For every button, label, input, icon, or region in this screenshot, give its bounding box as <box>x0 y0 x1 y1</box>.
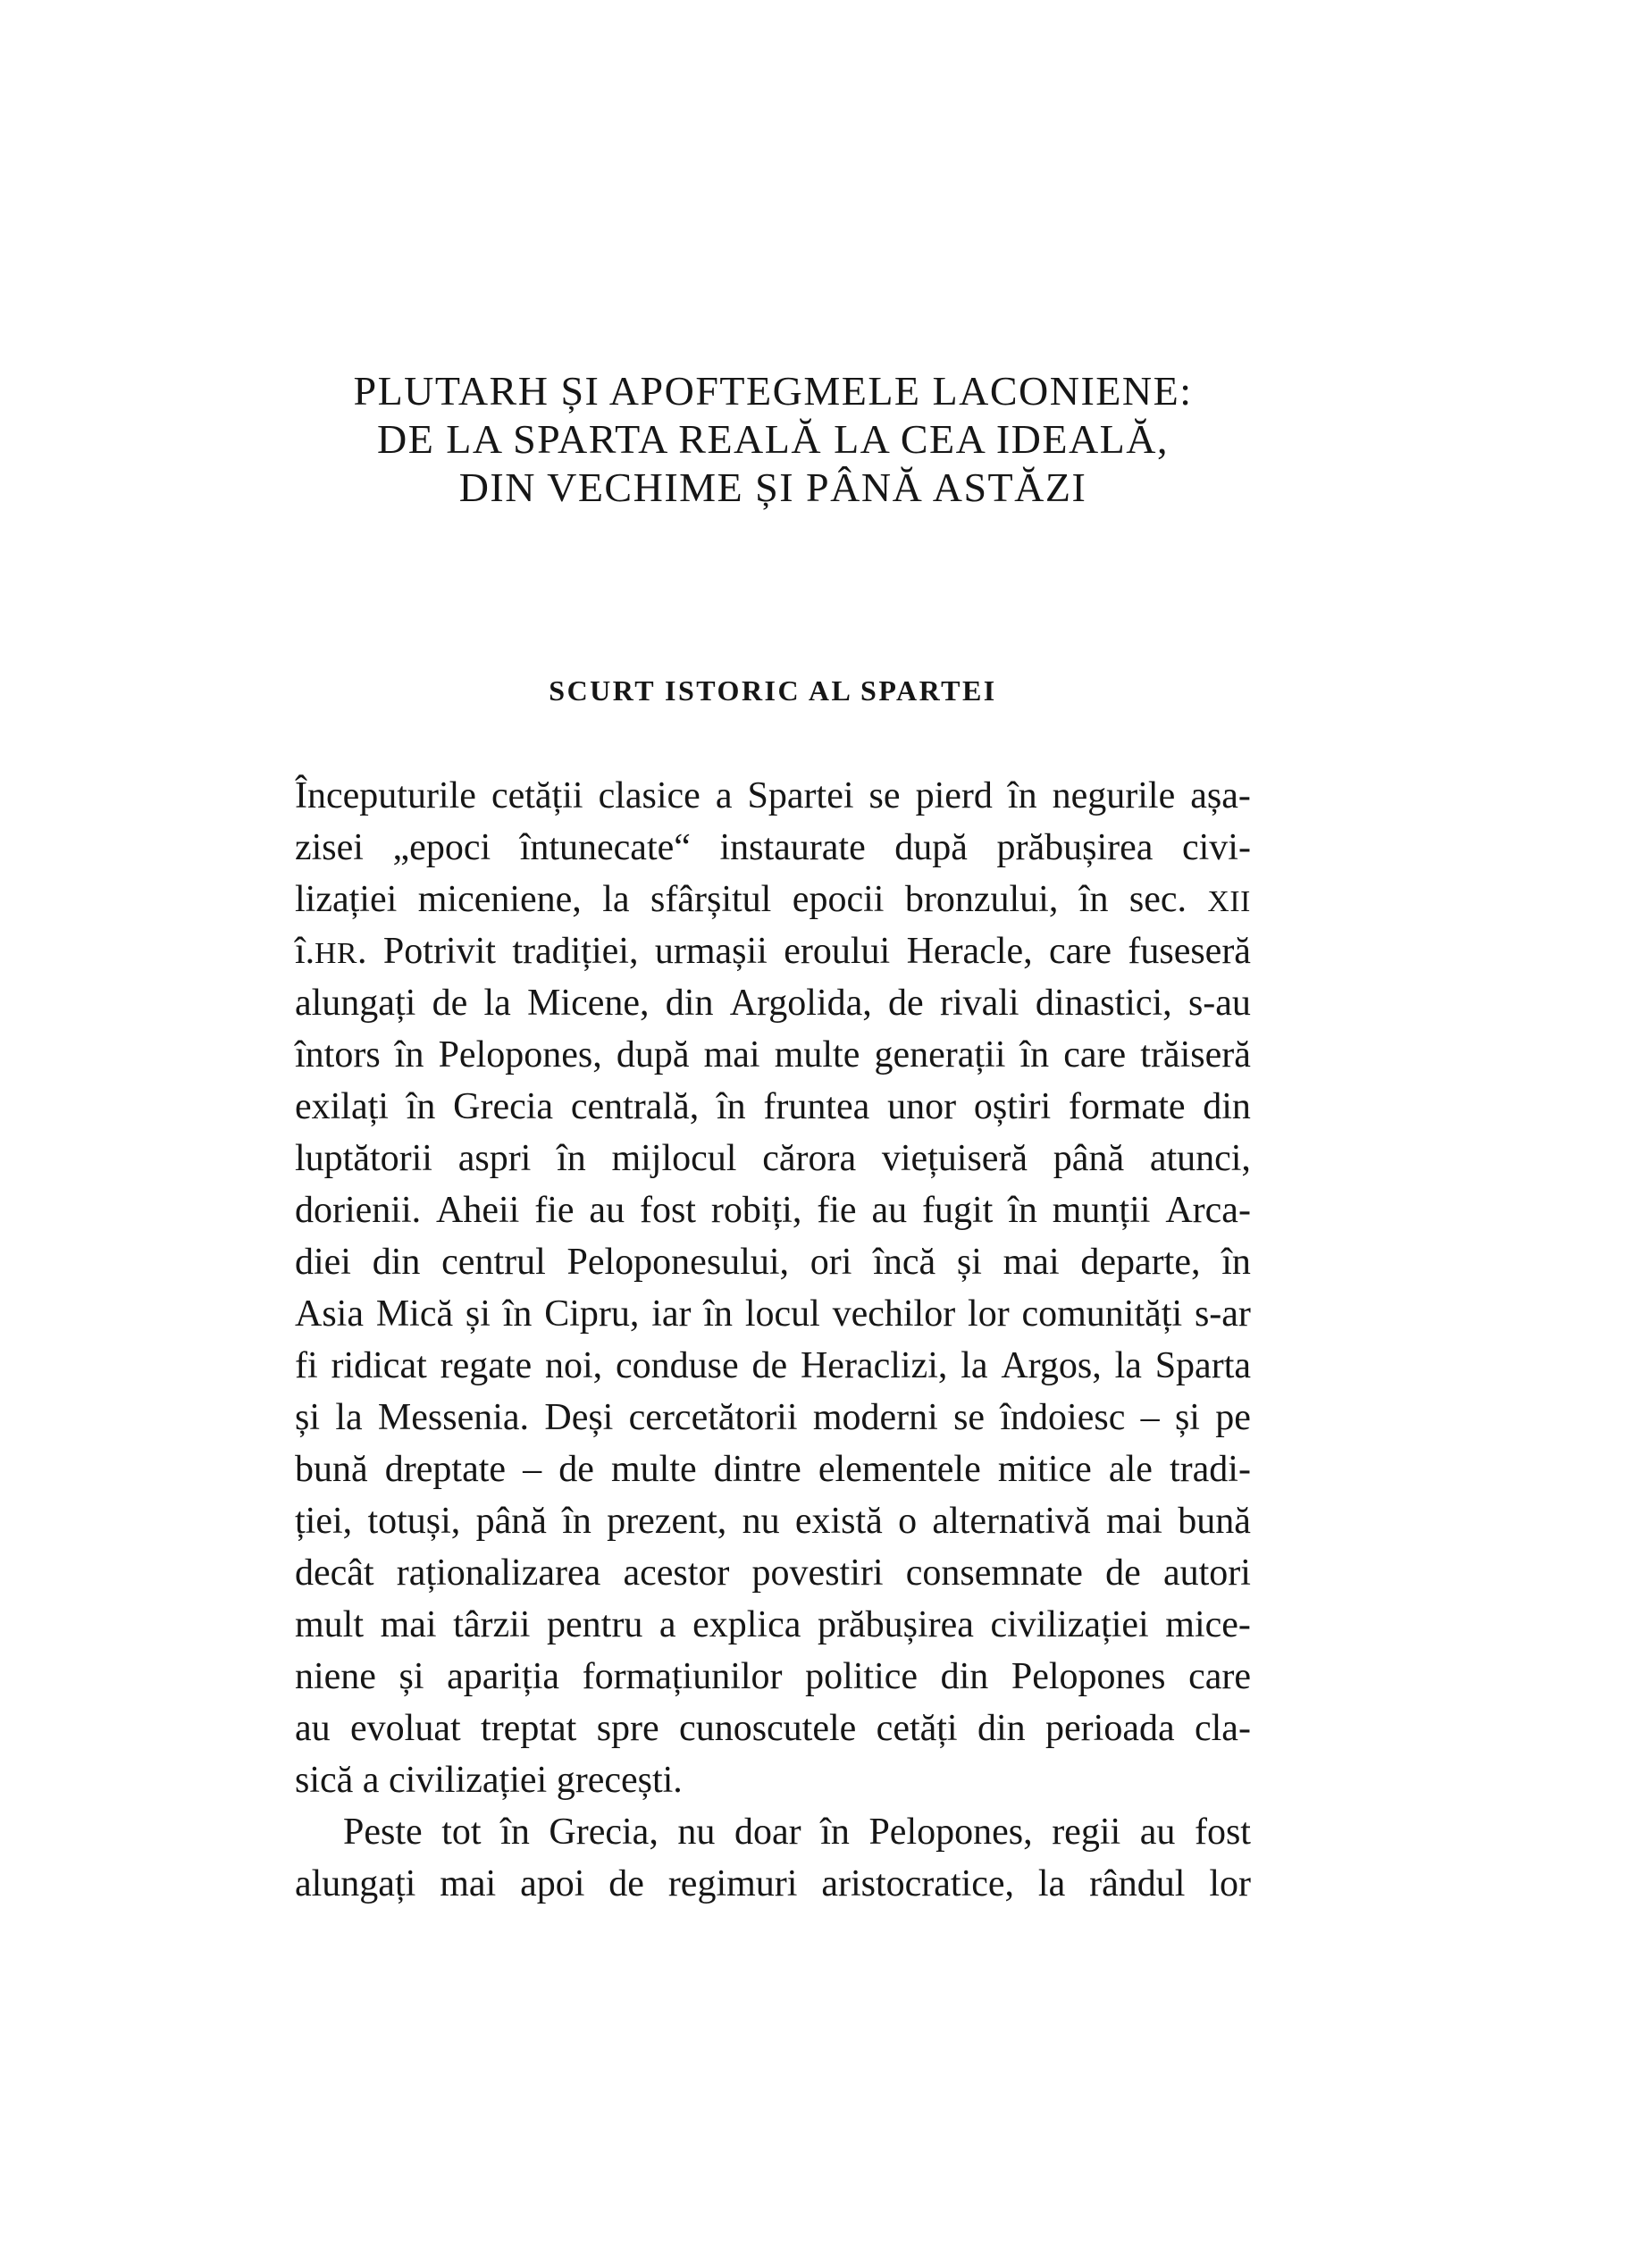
body-line <box>295 874 1251 925</box>
word: a <box>362 1760 380 1801</box>
word: Arca- <box>1165 1190 1251 1231</box>
word: la <box>961 1345 988 1386</box>
word: există <box>794 1501 883 1542</box>
word: de <box>432 983 468 1024</box>
word: Peste <box>343 1812 423 1853</box>
word: fie <box>534 1190 575 1231</box>
word: întors <box>295 1034 381 1075</box>
word: luptătorii <box>295 1138 432 1179</box>
word: ridicat <box>331 1345 427 1386</box>
word: pe <box>1215 1397 1251 1438</box>
word: sică <box>295 1760 354 1801</box>
word: mitice <box>997 1449 1092 1490</box>
body-line <box>295 1754 1251 1806</box>
word: Asia <box>295 1293 364 1335</box>
word: grecești. <box>556 1760 683 1801</box>
word: până <box>1053 1138 1125 1179</box>
word: multe <box>774 1034 860 1075</box>
word: la <box>335 1397 363 1438</box>
word: mijlocul <box>611 1138 737 1179</box>
word: iar <box>651 1293 692 1335</box>
paragraph <box>295 770 1251 1806</box>
word: politice <box>805 1656 919 1697</box>
word: Messenia. <box>377 1397 530 1438</box>
word: în <box>406 1086 436 1127</box>
word: lor <box>968 1293 1010 1335</box>
word: miceniene, <box>417 879 582 920</box>
word: raționalizarea <box>396 1552 601 1594</box>
smallcaps-text: HR <box>315 937 358 970</box>
body-line <box>295 1858 1251 1910</box>
word: mai <box>703 1034 760 1075</box>
word: prăbușirea <box>996 827 1154 868</box>
body-line <box>295 925 1251 977</box>
word: lor <box>1209 1863 1251 1904</box>
body-line <box>295 1444 1251 1495</box>
word: povestiri <box>751 1552 884 1594</box>
word: în <box>562 1501 591 1542</box>
word: se <box>953 1397 986 1438</box>
word: de <box>608 1863 644 1904</box>
body-line <box>295 822 1251 874</box>
word: tradi- <box>1169 1449 1251 1490</box>
word: în <box>820 1812 850 1853</box>
word: bună <box>295 1449 368 1490</box>
word: cetăți <box>876 1708 958 1749</box>
word: până <box>475 1501 547 1542</box>
word: prăbușirea <box>817 1604 974 1645</box>
word: î.HR. <box>295 931 367 972</box>
word: în <box>1221 1242 1251 1283</box>
word: cla- <box>1195 1708 1251 1749</box>
word: – <box>1140 1397 1160 1438</box>
body-line <box>295 1081 1251 1133</box>
word: nu <box>677 1812 716 1853</box>
body-line <box>295 1340 1251 1392</box>
body-line <box>295 1184 1251 1236</box>
body-line <box>295 1495 1251 1547</box>
word: după <box>894 827 968 868</box>
word: și <box>1174 1397 1200 1438</box>
word: cunoscutele <box>679 1708 857 1749</box>
word: Heraclizi, <box>800 1345 948 1386</box>
word: doar <box>734 1812 801 1853</box>
word: Micene, <box>527 983 650 1024</box>
word: civilizației <box>388 1760 548 1801</box>
word: din <box>940 1656 989 1697</box>
word: au <box>1139 1812 1176 1853</box>
word: aristocratice, <box>821 1863 1015 1904</box>
smallcaps-text: XII <box>1207 885 1251 918</box>
word: cetății <box>491 775 583 816</box>
word: din <box>977 1708 1026 1749</box>
word: s-au <box>1187 983 1251 1024</box>
word: departe, <box>1080 1242 1201 1283</box>
body-line <box>295 1133 1251 1184</box>
paragraph <box>295 1806 1251 1910</box>
word: decât <box>295 1552 374 1594</box>
word: Peloponesului, <box>566 1242 790 1283</box>
word: alternativă <box>932 1501 1091 1542</box>
word: în <box>1019 1034 1050 1075</box>
word: în <box>716 1086 746 1127</box>
body-line <box>295 1806 1251 1858</box>
word: centrală, <box>570 1086 700 1127</box>
word: civilizației <box>990 1604 1149 1645</box>
word: sfârșitul <box>650 879 772 920</box>
word: bronzului, <box>904 879 1059 920</box>
word: Argolida, <box>729 983 872 1024</box>
word: din <box>1203 1086 1251 1127</box>
word: ției, <box>295 1501 353 1542</box>
word: conduse <box>616 1345 739 1386</box>
word: mai <box>1003 1242 1060 1283</box>
word: trăiseră <box>1140 1034 1251 1075</box>
word: Începuturile <box>295 775 476 816</box>
word: moderni <box>812 1397 938 1438</box>
word: regii <box>1052 1812 1121 1853</box>
word: Cipru, <box>544 1293 640 1335</box>
word: așa- <box>1190 775 1251 816</box>
word: totuși, <box>367 1501 461 1542</box>
chapter-title-line: DE LA SPARTA REALĂ LA CEA IDEALĂ, <box>376 416 1169 462</box>
word: negurile <box>1052 775 1176 816</box>
word: apoi <box>520 1863 585 1904</box>
word: în <box>1007 775 1037 816</box>
chapter-title-line: DIN VECHIME ȘI PÂNĂ ASTĂZI <box>458 464 1087 510</box>
word: vechilor <box>832 1293 956 1335</box>
word: fost <box>1194 1812 1251 1853</box>
word: în <box>1008 1190 1037 1231</box>
word <box>1208 874 1251 925</box>
word: comunități <box>1021 1293 1183 1335</box>
word: au <box>871 1190 908 1231</box>
word: și <box>956 1242 982 1283</box>
word: noi, <box>545 1345 603 1386</box>
word: Pelopones, <box>438 1034 602 1075</box>
word: perioada <box>1045 1708 1175 1749</box>
word: alungați <box>295 1863 416 1904</box>
word: munții <box>1052 1190 1151 1231</box>
word: formațiunilor <box>582 1656 783 1697</box>
word: în <box>1078 879 1109 920</box>
word: în <box>703 1293 733 1335</box>
word: Deși <box>544 1397 614 1438</box>
word: Pelopones, <box>868 1812 1033 1853</box>
word: a <box>659 1604 676 1645</box>
body-line <box>295 1236 1251 1288</box>
body-line <box>295 1392 1251 1444</box>
word: după <box>616 1034 690 1075</box>
word: elementele <box>818 1449 981 1490</box>
word: au <box>589 1190 625 1231</box>
word: bună <box>1178 1501 1251 1542</box>
word: instaurate <box>719 827 866 868</box>
word: lizației <box>295 879 398 920</box>
word: epocii <box>792 879 885 920</box>
body-line <box>295 977 1251 1029</box>
word: fi <box>295 1345 318 1386</box>
word: în <box>500 1812 530 1853</box>
word: dinastici, <box>1035 983 1172 1024</box>
word: centrul <box>441 1242 546 1283</box>
word: îndoiesc <box>1000 1397 1126 1438</box>
word: cărora <box>762 1138 857 1179</box>
section-heading: SCURT ISTORIC AL SPARTEI <box>549 674 997 707</box>
word: Grecia <box>453 1086 554 1127</box>
body-line <box>295 1651 1251 1703</box>
word: în <box>394 1034 424 1075</box>
word: regate <box>440 1345 533 1386</box>
word: de <box>1105 1552 1141 1594</box>
word: eroului <box>784 931 891 972</box>
word: la <box>483 983 511 1024</box>
body-line <box>295 1599 1251 1651</box>
word: de <box>751 1345 788 1386</box>
word: dorienii. <box>295 1190 422 1231</box>
word: în <box>502 1293 533 1335</box>
word: spre <box>596 1708 659 1749</box>
word: rândul <box>1089 1863 1186 1904</box>
word: unor <box>887 1086 957 1127</box>
word: o <box>898 1501 918 1542</box>
word: formate <box>1068 1086 1186 1127</box>
word: aspri <box>457 1138 532 1179</box>
word: niene <box>295 1656 376 1697</box>
word: regimuri <box>667 1863 798 1904</box>
word: au <box>295 1708 331 1749</box>
word: dreptate <box>384 1449 507 1490</box>
body-line <box>295 1547 1251 1599</box>
body-text <box>295 770 1251 1910</box>
word: dintre <box>713 1449 801 1490</box>
word: multe <box>611 1449 697 1490</box>
body-line <box>295 1029 1251 1081</box>
word: s-ar <box>1194 1293 1251 1335</box>
body-line <box>295 1288 1251 1340</box>
word: Sparta <box>1154 1345 1251 1386</box>
word: din <box>372 1242 421 1283</box>
chapter-title <box>295 367 1251 512</box>
word: rivali <box>939 983 1019 1024</box>
word: diei <box>295 1242 351 1283</box>
word: ale <box>1108 1449 1153 1490</box>
word: pentru <box>547 1604 643 1645</box>
word: fuseseră <box>1128 931 1251 972</box>
word: fost <box>639 1190 696 1231</box>
word: cercetătorii <box>628 1397 798 1438</box>
word: care <box>1049 931 1112 972</box>
word: autori <box>1162 1552 1251 1594</box>
word: încă <box>873 1242 936 1283</box>
body-line <box>295 770 1251 822</box>
word: și <box>465 1293 491 1335</box>
word: a <box>715 775 733 816</box>
word: – <box>523 1449 542 1490</box>
word: fugit <box>921 1190 994 1231</box>
word: „epoci <box>392 827 491 868</box>
word: din <box>665 983 714 1024</box>
body-line <box>295 1703 1251 1754</box>
word: mai <box>440 1863 497 1904</box>
word: Mică <box>375 1293 454 1335</box>
word: clasice <box>598 775 701 816</box>
word: în <box>557 1138 586 1179</box>
word: Heracle, <box>906 931 1033 972</box>
word: robiți, <box>710 1190 802 1231</box>
word: prezent, <box>607 1501 727 1542</box>
word: fie <box>817 1190 857 1231</box>
word: la <box>602 879 630 920</box>
word: treptat <box>481 1708 577 1749</box>
word: ori <box>810 1242 852 1283</box>
word: mai <box>380 1604 437 1645</box>
word: Aheii <box>436 1190 520 1231</box>
word: de <box>558 1449 594 1490</box>
word: generații <box>874 1034 1006 1075</box>
word: atunci, <box>1149 1138 1251 1179</box>
word: exilați <box>295 1086 389 1127</box>
word: sec. <box>1128 879 1187 920</box>
word: urmașii <box>654 931 768 972</box>
word: târzii <box>453 1604 531 1645</box>
word: care <box>1188 1656 1251 1697</box>
word: la <box>1114 1345 1142 1386</box>
word: mice- <box>1165 1604 1251 1645</box>
word: la <box>1037 1863 1066 1904</box>
word: și <box>295 1397 321 1438</box>
word: nu <box>742 1501 780 1542</box>
word: care <box>1063 1034 1127 1075</box>
word: explica <box>692 1604 801 1645</box>
word: întunecate“ <box>519 827 691 868</box>
word: Potrivit <box>382 931 496 972</box>
word: Pelopones <box>1011 1656 1166 1697</box>
word: Grecia, <box>549 1812 659 1853</box>
word: mai <box>1105 1501 1162 1542</box>
word: apariția <box>447 1656 560 1697</box>
word: evoluat <box>350 1708 461 1749</box>
word: alungați <box>295 983 416 1024</box>
word: zisei <box>295 827 364 868</box>
word: de <box>888 983 924 1024</box>
word: viețuiseră <box>881 1138 1028 1179</box>
word: Spartei <box>747 775 854 816</box>
word: consemnate <box>905 1552 1083 1594</box>
word: fruntea <box>763 1086 870 1127</box>
word: Argos, <box>1001 1345 1102 1386</box>
word: oștiri <box>973 1086 1052 1127</box>
word: se <box>868 775 901 816</box>
word: civi- <box>1182 827 1251 868</box>
word: și <box>399 1656 424 1697</box>
chapter-title-line: PLUTARH ȘI APOFTEGMELE LACONIENE: <box>353 368 1193 414</box>
word: pierd <box>915 775 993 816</box>
word: mult <box>295 1604 365 1645</box>
word: tradiției, <box>512 931 639 972</box>
word: locul <box>744 1293 820 1335</box>
word: tot <box>441 1812 482 1853</box>
word: acestor <box>623 1552 730 1594</box>
